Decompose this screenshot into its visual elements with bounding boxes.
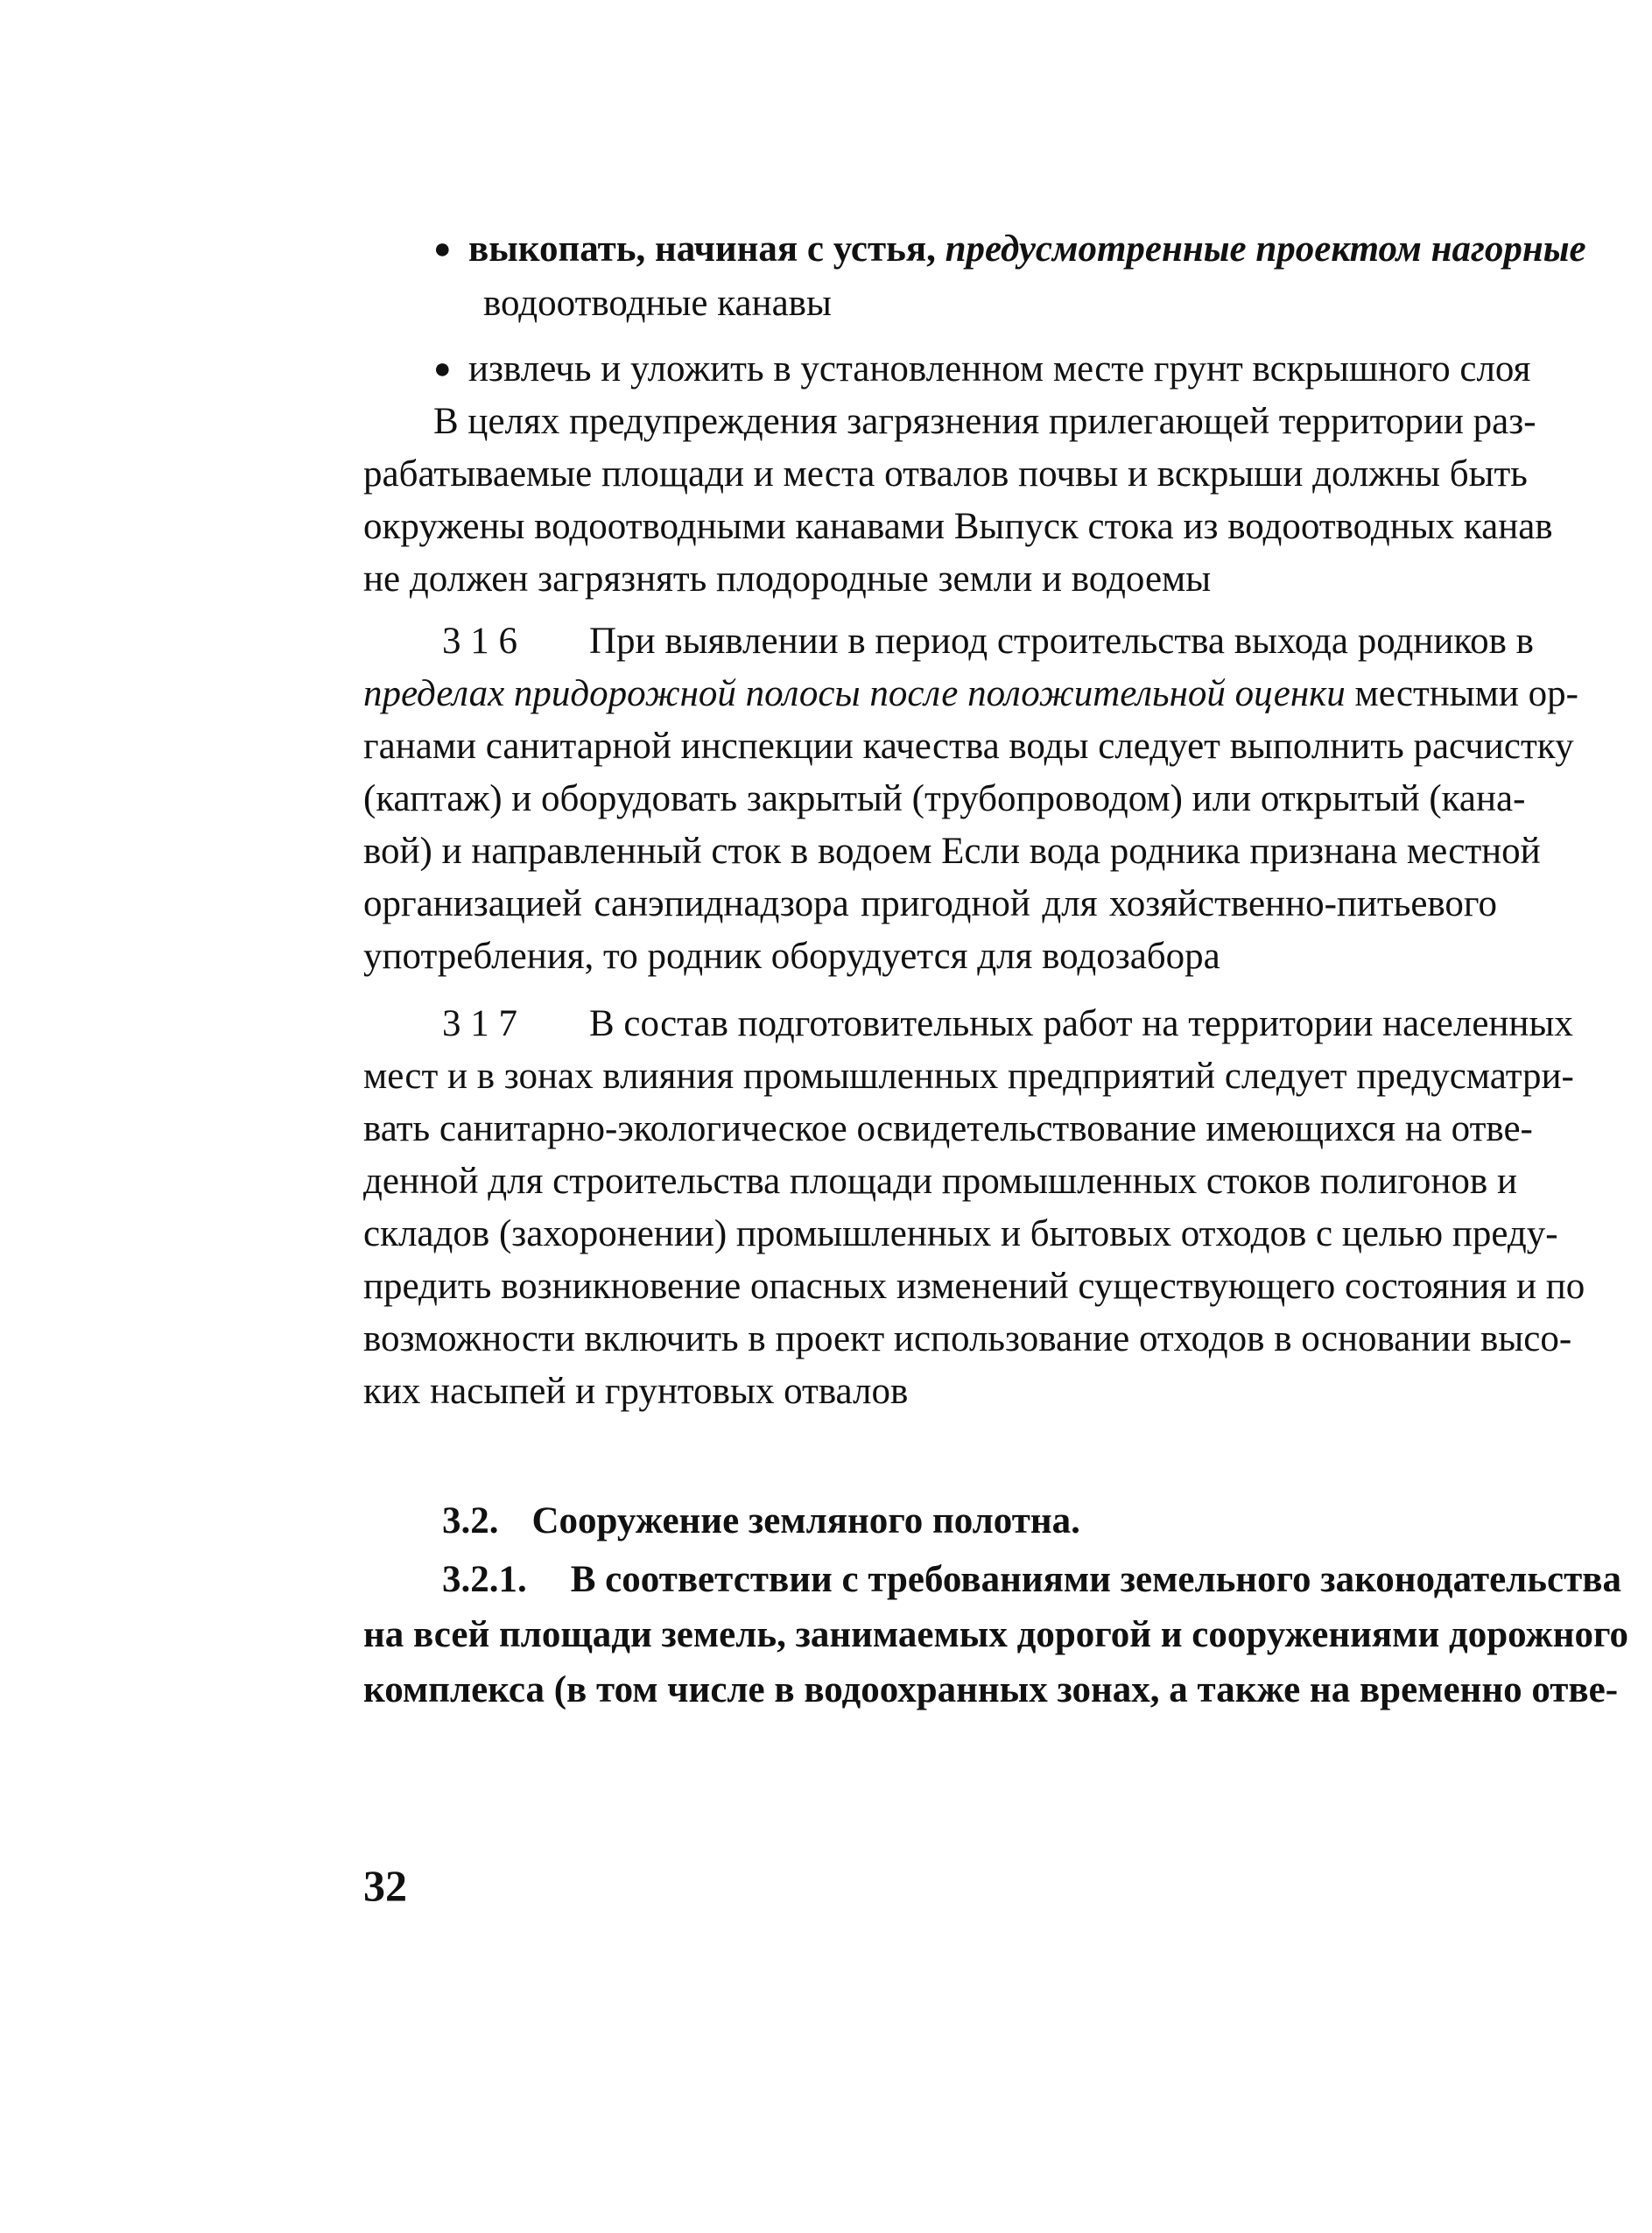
paragraph-line: (каптаж) и оборудовать закрытый (трубопроводом) или открытый (кана- — [363, 778, 1526, 819]
paragraph-first-line: 3 1 7 В состав подготовительных работ на территории населенных — [442, 1003, 1573, 1044]
section-heading — [442, 1495, 1493, 1548]
paragraph-line: складов (захоронении) промышленных и бытовых отходов с целью преду- — [363, 1213, 1558, 1254]
paragraph-line: не должен загрязнять плодородные земли и водоемы — [363, 558, 1212, 600]
paragraph-line: вать санитарно-экологическое освидетельствование имеющихся на отве- — [363, 1108, 1533, 1149]
paragraph-number: 3 1 6 — [442, 621, 517, 662]
section-number: 3.2. — [442, 1500, 499, 1541]
paragraph-first-line: 3.2.1. В соответствии с требованиями земельного законодательства — [442, 1559, 1621, 1600]
paragraph-line: ких насыпей и грунтовых отвалов — [363, 1371, 909, 1412]
bullet-continuation: водоотводные канавы — [483, 283, 832, 324]
paragraph-number: 3 1 7 — [442, 1003, 517, 1044]
paragraph-line: ганами санитарной инспекции качества воды следует выполнить расчистку — [363, 726, 1574, 767]
paragraph-line: предить возникновение опасных изменений существующего состояния и по — [363, 1266, 1585, 1307]
bullet-text: выкопать, начиная с устья, предусмотренные проектом нагорные — [468, 228, 1586, 270]
bullet-icon: ● — [433, 353, 452, 385]
paragraph-line: комплекса (в том числе в водоохранных зонах, а также на временно отве- — [363, 1669, 1619, 1710]
paragraph-line: вой) и направленный сток в водоем Если вода родника признана местной — [363, 831, 1541, 872]
paragraph-line: возможности включить в проект использование отходов в основании высо- — [363, 1318, 1572, 1359]
paragraph-line: пределах придорожной полосы после положительной оценки местными ор- — [363, 673, 1578, 714]
paragraph-number: 3.2.1. — [442, 1559, 527, 1600]
bullet-text: извлечь и уложить в установленном месте грунт вскрышного слоя — [468, 348, 1531, 390]
paragraph-first-line: 3 1 6 При выявлении в период строительства выхода родников в — [442, 621, 1534, 662]
paragraph-line: денной для строительства площади промышленных стоков полигонов и — [363, 1161, 1517, 1202]
bullet-item — [433, 223, 1586, 276]
paragraph-line: В целях предупреждения загрязнения прилегающей территории раз- — [433, 401, 1536, 442]
paragraph-line: организацией санэпиднадзора пригодной для хозяйственно-питьевого — [363, 883, 1497, 924]
paragraph-line: употребления, то родник оборудуется для водозабора — [363, 936, 1220, 977]
bullet-item — [433, 343, 1531, 396]
paragraph-line: мест и в зонах влияния промышленных предприятий следует предусматри- — [363, 1056, 1574, 1097]
paragraph-line: на всей площади земель, занимаемых дорогой и сооружениями дорожного — [363, 1614, 1628, 1655]
bullet-icon: ● — [433, 233, 452, 265]
page-number: 32 — [363, 1861, 407, 1910]
paragraph-line: рабатываемые площади и места отвалов почвы и вскрыши должны быть — [363, 453, 1528, 495]
paragraph-line: окружены водоотводными канавами Выпуск стока из водоотводных канав — [363, 506, 1553, 547]
section-title: Сооружение земляного полотна. — [531, 1500, 1080, 1541]
